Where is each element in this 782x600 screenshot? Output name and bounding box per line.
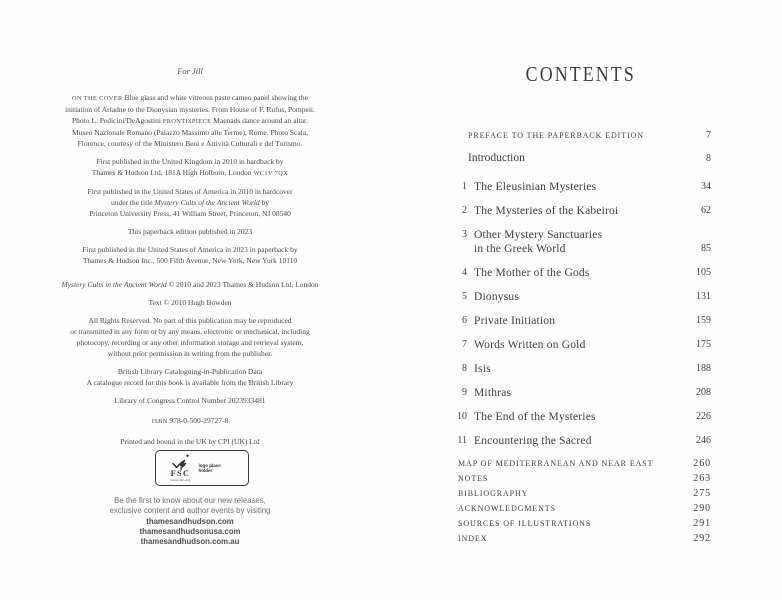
first-published-us-2010-line: under the title Mystery Cults of the Ancient World by (110, 198, 270, 207)
newsletter-note (50, 496, 330, 517)
chapter-number: 11 (457, 435, 467, 446)
first-published-us-2023-line: First published in the United States of America in 2023 in paperback by (82, 245, 298, 254)
toc-chapter-row (448, 290, 711, 304)
chapter-title (474, 386, 511, 400)
first-published-us-2023 (50, 244, 330, 266)
first-published-us-2023-line: Thames & Hudson Inc., 500 Fifth Avenue, New York, New York 10110 (82, 256, 298, 265)
chapter-title (474, 314, 555, 328)
toc-chapters (448, 180, 711, 448)
chapter-title-line: The End of the Mysteries (474, 411, 596, 423)
toc-chapter-row (448, 266, 711, 280)
toc-chapter-row (448, 338, 711, 352)
paperback-edition-line: This paperback edition published in 2023 (127, 227, 253, 236)
chapter-title-line: The Mysteries of the Kabeiroi (474, 205, 619, 217)
british-library-cip (50, 366, 330, 388)
chapter-number: 2 (462, 205, 467, 216)
newsletter-note-line: exclusive content and author events by visiting (109, 506, 271, 516)
chapter-title-line: Other Mystery Sanctuaries (474, 229, 603, 241)
footer-blocks (50, 496, 330, 547)
chapter-page: 226 (696, 411, 711, 422)
rights-notice-line: photocopy, recording or any other information storage and retrieval system, (76, 338, 304, 347)
toc-chapter-row (448, 410, 711, 424)
chapter-title-line: Isis (474, 363, 491, 375)
chapter-page: 34 (701, 181, 711, 192)
copyright-page (50, 66, 330, 547)
printed-by (50, 436, 330, 447)
toc-entry (448, 130, 711, 141)
chapter-title (474, 338, 586, 352)
toc-back-entry (448, 459, 711, 469)
fsc-acronym: FSC (170, 468, 191, 478)
title-copyright-line: Mystery Cults in the Ancient World © 2010 and 2023 Thames & Hudson Ltd, London (61, 280, 319, 289)
toc-back-label: INDEX (458, 534, 488, 543)
fsc-mark (170, 454, 192, 483)
chapter-page: 159 (696, 315, 711, 326)
chapter-page: 62 (701, 205, 711, 216)
contents-title: CONTENTS (525, 62, 636, 86)
toc-back-page: 292 (693, 533, 711, 544)
chapter-page: 246 (696, 435, 711, 446)
first-published-us-2010-line: First published in the United States of America in 2010 in hardcover (87, 187, 293, 196)
toc-back-page: 290 (693, 503, 711, 514)
chapter-title-line: Encountering the Sacred (474, 435, 592, 447)
toc-back-entry (448, 489, 711, 499)
chapter-title (474, 204, 618, 218)
title-copyright (50, 279, 330, 290)
chapter-title-line: The Eleusinian Mysteries (474, 181, 597, 193)
toc-entry-label: PREFACE TO THE PAPERBACK EDITION (468, 131, 644, 140)
chapter-number: 1 (462, 181, 467, 192)
library-of-congress (50, 395, 330, 406)
chapter-title-line: Mithras (474, 387, 512, 399)
newsletter-note-line: Be the first to know about our new releases, (114, 496, 266, 505)
fsc-url: www.fsc.org (170, 477, 191, 482)
chapter-title (474, 362, 491, 376)
printed-by-line: Printed and bound in the UK by CPI (UK) Ltd (120, 437, 260, 446)
toc-entry (448, 152, 711, 165)
chapter-page: 208 (696, 387, 711, 398)
publisher-websites-line: thamesandhudson.com.au (140, 537, 240, 547)
first-published-us-2010-line: Princeton University Press, 41 William Street, Princeton, NJ 08540 (89, 209, 291, 218)
chapter-page: 85 (701, 243, 711, 254)
chapter-title (474, 180, 596, 194)
chapter-title-line: in the Greek World (474, 243, 566, 255)
chapter-number: 6 (462, 315, 467, 326)
toc-back-label: BIBLIOGRAPHY (458, 489, 529, 498)
chapter-title-line: Dionysus (474, 291, 520, 303)
toc-chapter-row (448, 180, 711, 194)
toc-chapter-row (448, 228, 711, 256)
cover-credit-line: Florence, courtesy of the Ministero Beni e Attività Culturali e del Turismo. (77, 139, 303, 148)
chapter-page: 105 (696, 267, 711, 278)
publisher-websites (50, 517, 330, 548)
toc-back-label: SOURCES OF ILLUSTRATIONS (458, 519, 592, 528)
toc-back-page: 291 (693, 518, 711, 529)
first-published-uk-line: Thames & Hudson Ltd, 181A High Holborn, London WC1V 7QX (91, 168, 289, 177)
dedication: For Jill (177, 66, 203, 76)
chapter-title (474, 434, 592, 448)
toc-entry-page: 7 (706, 130, 711, 141)
first-published-uk (50, 156, 330, 179)
rights-notice-line: or transmitted in any form or by any means, electronic or mechanical, including (70, 327, 310, 336)
chapter-number: 5 (462, 291, 467, 302)
cover-credit (50, 92, 330, 149)
text-copyright-line: Text © 2010 Hugh Bowden (148, 298, 232, 307)
toc-chapter-row (448, 204, 711, 218)
chapter-number: 3 (462, 229, 467, 240)
toc-back-page: 263 (693, 473, 711, 484)
text-copyright (50, 297, 330, 308)
paperback-edition (50, 226, 330, 237)
chapter-title (474, 228, 602, 256)
british-library-cip-line: A catalogue record for this book is available from the British Library (86, 378, 294, 387)
rights-notice-line: without prior permission in writing from the publisher. (107, 349, 273, 358)
chapter-number: 7 (462, 339, 467, 350)
publisher-websites-line: thamesandhudsonusa.com (139, 526, 241, 536)
chapter-title (474, 266, 590, 280)
chapter-number: 8 (462, 363, 467, 374)
rights-notice-line: All Rights Reserved. No part of this publication may be reproduced (88, 316, 292, 325)
chapter-number: 10 (457, 411, 467, 422)
toc-back-entry (448, 519, 711, 529)
toc-entry-page: 8 (706, 153, 711, 164)
toc-back-page: 260 (693, 458, 711, 469)
isbn-line: ISBN 978-0-500-29727-8 (151, 416, 229, 425)
chapter-title-line: The Mother of the Gods (474, 267, 590, 279)
cover-credit-line: ON THE COVER Blue glass and white vitreous paste cameo panel showing the (72, 93, 308, 102)
chapter-page: 131 (696, 291, 711, 302)
chapter-title-line: Private Initiation (474, 315, 556, 327)
chapter-title (474, 290, 519, 304)
cover-credit-line: Museo Nazionale Romano (Palazzo Massimo alle Terme), Rome. Photo Scala, (72, 128, 308, 137)
toc-back-entry (448, 474, 711, 484)
british-library-cip-line: British Library Cataloguing-in-Publication Data (117, 367, 263, 376)
isbn (50, 415, 330, 427)
cover-credit-line: initiation of Ariadne to the Dionysian mysteries. From House of F. Rufus, Pompeii. (65, 105, 315, 114)
fsc-logo (155, 450, 249, 486)
chapter-page: 175 (696, 339, 711, 350)
chapter-number: 4 (462, 267, 467, 278)
rights-notice (50, 315, 330, 359)
toc-back-entry (448, 534, 711, 544)
chapter-title (474, 410, 596, 424)
toc-back-matter (448, 459, 711, 544)
chapter-title-line: Words Written on Gold (474, 339, 586, 351)
chapter-page: 188 (696, 363, 711, 374)
fsc-tree-icon (170, 454, 192, 470)
toc-back-page: 275 (693, 488, 711, 499)
toc-back-label: NOTES (458, 474, 489, 483)
toc-chapter-row (448, 314, 711, 328)
toc-back-label: MAP OF MEDITERRANEAN AND NEAR EAST (458, 459, 654, 468)
toc-chapter-row (448, 362, 711, 376)
imprint-blocks (50, 92, 330, 447)
fsc-label: logo place holder (198, 462, 221, 473)
contents-page (448, 62, 711, 549)
first-published-uk-line: First published in the United Kingdom in 2010 in hardback by (96, 157, 284, 166)
toc-chapter-row (448, 386, 711, 400)
toc-front-matter (448, 130, 711, 165)
library-of-congress-line: Library of Congress Control Number 2023933481 (114, 396, 266, 405)
cover-credit-line: Photo L. Pedicini/DeAgostini FRONTISPIECE Maenads dance around an altar. (71, 116, 308, 125)
toc-entry-label: Introduction (468, 152, 525, 164)
toc-back-entry (448, 504, 711, 514)
toc-chapter-row (448, 434, 711, 448)
toc-back-label: ACKNOWLEDGMENTS (458, 504, 556, 513)
first-published-us-2010 (50, 186, 330, 219)
publisher-websites-line: thamesandhudson.com (146, 516, 234, 526)
chapter-number: 9 (462, 387, 467, 398)
